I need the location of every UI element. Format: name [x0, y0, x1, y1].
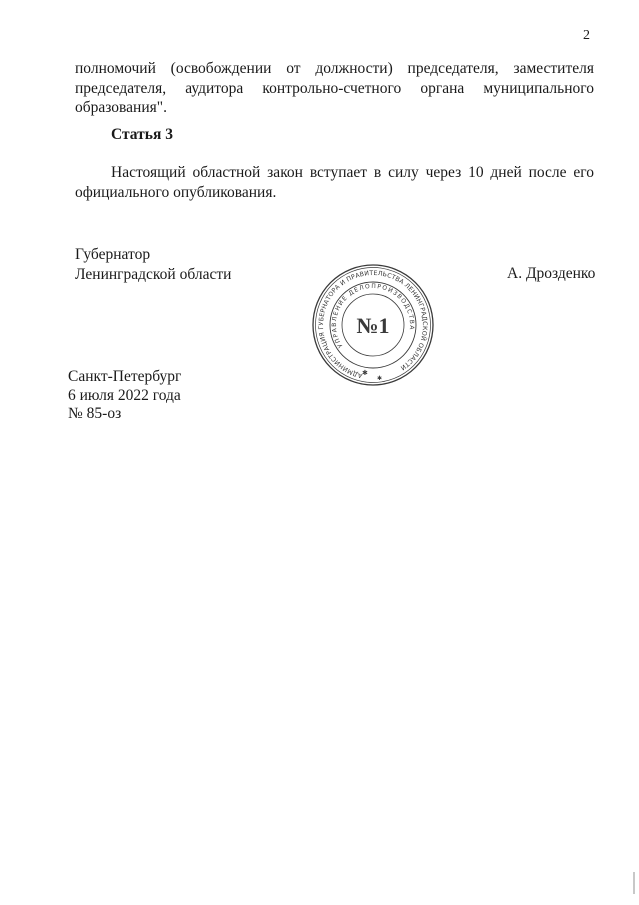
article-text: Настоящий областной закон вступает в силу через 10 дней после его официального опубликования. — [75, 164, 594, 201]
signatory-title: Губернатор — [75, 246, 151, 263]
official-seal — [311, 263, 435, 387]
continued-paragraph: полномочий (освобождении от должности) председателя, заместителя председателя, аудитора контрольно-счетного органа муниципального образования". — [75, 60, 594, 116]
scan-edge-mark — [633, 872, 635, 894]
law-number: № 85-оз — [68, 405, 122, 422]
seal-star-icon: ✱ — [377, 375, 383, 382]
signatory-region: Ленинградской области — [75, 266, 232, 283]
signing-date: 6 июля 2022 года — [68, 386, 181, 404]
seal-number: №1 — [356, 313, 390, 338]
page-number: 2 — [583, 28, 590, 43]
seal-star-icon: ✱ — [362, 369, 368, 377]
signing-details — [68, 368, 181, 424]
seal-outer-text: АДМИНИСТРАЦИЯ ГУБЕРНАТОРА И ПРАВИТЕЛЬСТВА ЛЕНИНГРАДСКОЙ ОБЛАСТИ — [317, 269, 429, 379]
signing-place: Санкт-Петербург — [68, 368, 182, 385]
signatory-position — [75, 245, 231, 285]
seal-inner-text: УПРАВЛЕНИЕ ДЕЛОПРОИЗВОДСТВА — [330, 282, 416, 349]
article-heading: Статья 3 — [111, 126, 173, 143]
signatory-name: А. Дрозденко — [507, 265, 596, 282]
